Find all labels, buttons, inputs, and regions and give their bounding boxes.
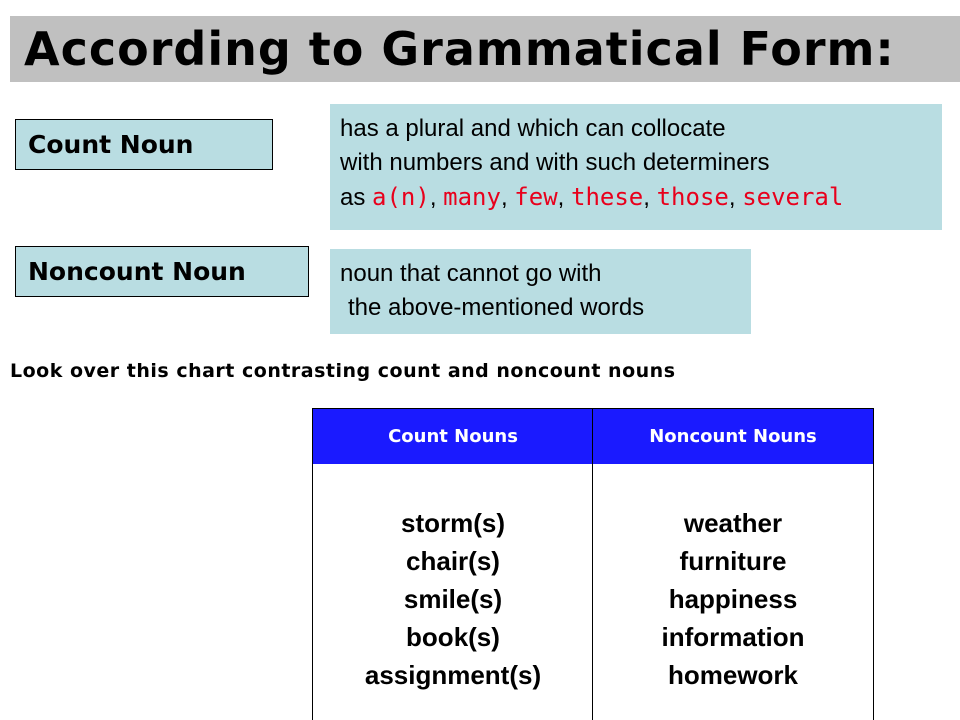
count-noun-item: storm(s) <box>400 508 505 538</box>
count-noun-item: chair(s) <box>406 546 500 576</box>
count-noun-item: assignment(s) <box>364 660 542 690</box>
chart-intro-text: Look over this chart contrasting count and noncount nouns <box>10 360 676 382</box>
header-count-nouns: Count Nouns <box>388 426 518 447</box>
noncount-noun-definition <box>330 249 751 334</box>
determiner-an: a(n) <box>372 183 430 211</box>
separator: , <box>500 184 515 211</box>
count-noun-item: book(s) <box>406 622 500 652</box>
separator: , <box>557 184 571 211</box>
determiner-few: few <box>514 183 558 211</box>
noncount-noun-item: homework <box>667 660 799 690</box>
count-nouns-cell <box>313 464 593 694</box>
determiner-several: several <box>742 183 844 211</box>
separator: , <box>429 184 444 211</box>
header-noncount-nouns: Noncount Nouns <box>649 426 817 447</box>
noncount-noun-item: furniture <box>679 546 787 576</box>
slide-title: According to Grammatical Form: <box>24 22 895 76</box>
count-def-line-1: has a plural and which can collocate <box>340 115 726 142</box>
determiner-these: these <box>571 183 644 211</box>
separator: , <box>728 184 743 211</box>
separator: , <box>643 184 657 211</box>
count-def-line-2: with numbers and with such determiners <box>340 149 770 176</box>
table-header-row <box>313 409 873 464</box>
noncount-def-line-2: the above-mentioned words <box>348 294 645 321</box>
determiner-many: many <box>443 183 501 211</box>
noun-comparison-table <box>312 408 874 720</box>
determiner-those: those <box>656 183 729 211</box>
count-def-line-3 <box>340 180 942 214</box>
noncount-nouns-cell <box>593 464 873 694</box>
count-def-prefix: as <box>340 184 373 211</box>
noncount-noun-label: Noncount Noun <box>15 246 309 297</box>
count-noun-item: smile(s) <box>403 584 503 614</box>
title-bar <box>10 16 960 82</box>
noncount-noun-item: information <box>661 622 805 652</box>
noncount-def-line-1: noun that cannot go with <box>340 260 602 287</box>
count-noun-label: Count Noun <box>15 119 273 170</box>
noncount-noun-item: weather <box>683 508 783 538</box>
noncount-noun-item: happiness <box>668 584 798 614</box>
count-noun-definition <box>330 104 942 230</box>
